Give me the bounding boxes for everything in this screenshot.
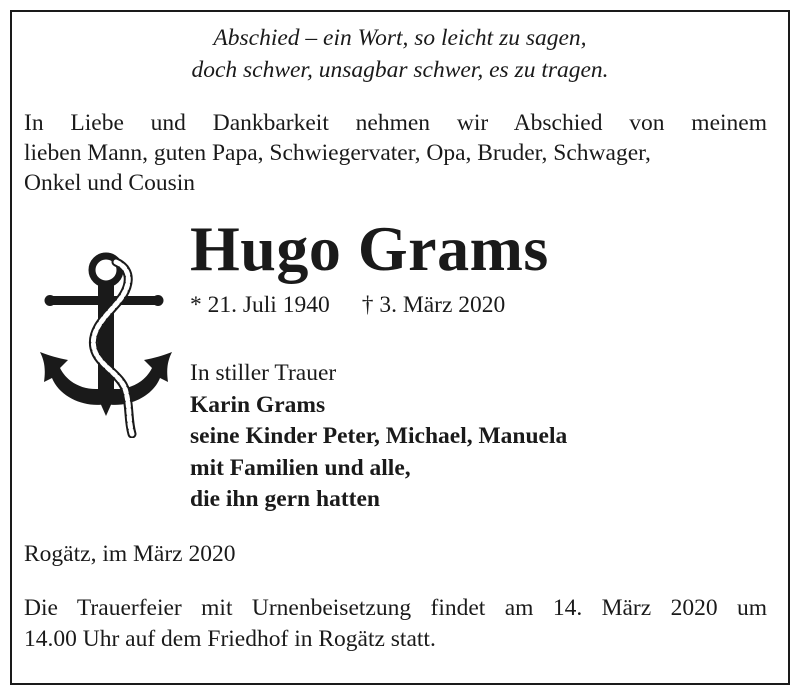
motto-line: doch schwer, unsagbar schwer, es zu tragen. bbox=[191, 57, 609, 83]
mourners-block bbox=[190, 358, 567, 516]
ceremony-notice bbox=[24, 593, 767, 655]
mourner-line: seine Kinder Peter, Michael, Manuela bbox=[190, 423, 568, 449]
motto-verse bbox=[12, 22, 788, 86]
birth-date: * 21. Juli 1940 bbox=[190, 292, 330, 318]
intro-text bbox=[24, 108, 767, 198]
mourner-line: mit Familien und alle, bbox=[190, 454, 411, 481]
ceremony-line: Die Trauerfeier mit Urnenbeisetzung findet am 14. März 2020 um bbox=[24, 595, 767, 621]
motto-line: Abschied – ein Wort, so leicht zu sagen, bbox=[213, 25, 587, 51]
deceased-name: Hugo Grams bbox=[190, 213, 549, 284]
mourners-heading: In stiller Trauer bbox=[190, 360, 337, 386]
anchor-with-rope-icon bbox=[38, 248, 174, 438]
intro-line: lieben Mann, guten Papa, Schwiegervater, Opa, Bruder, Schwager, bbox=[24, 140, 651, 166]
mourner-line: die ihn gern hatten bbox=[190, 486, 380, 512]
life-dates bbox=[190, 290, 505, 320]
intro-line: In Liebe und Dankbarkeit nehmen wir Abschied von meinem bbox=[24, 110, 767, 136]
intro-line: Onkel und Cousin bbox=[24, 170, 196, 196]
mourner-line: Karin Grams bbox=[190, 391, 326, 418]
death-date: † 3. März 2020 bbox=[361, 292, 506, 318]
ceremony-line: 14.00 Uhr auf dem Friedhof in Rogätz statt. bbox=[24, 626, 436, 652]
place-date: Rogätz, im März 2020 bbox=[24, 541, 236, 567]
